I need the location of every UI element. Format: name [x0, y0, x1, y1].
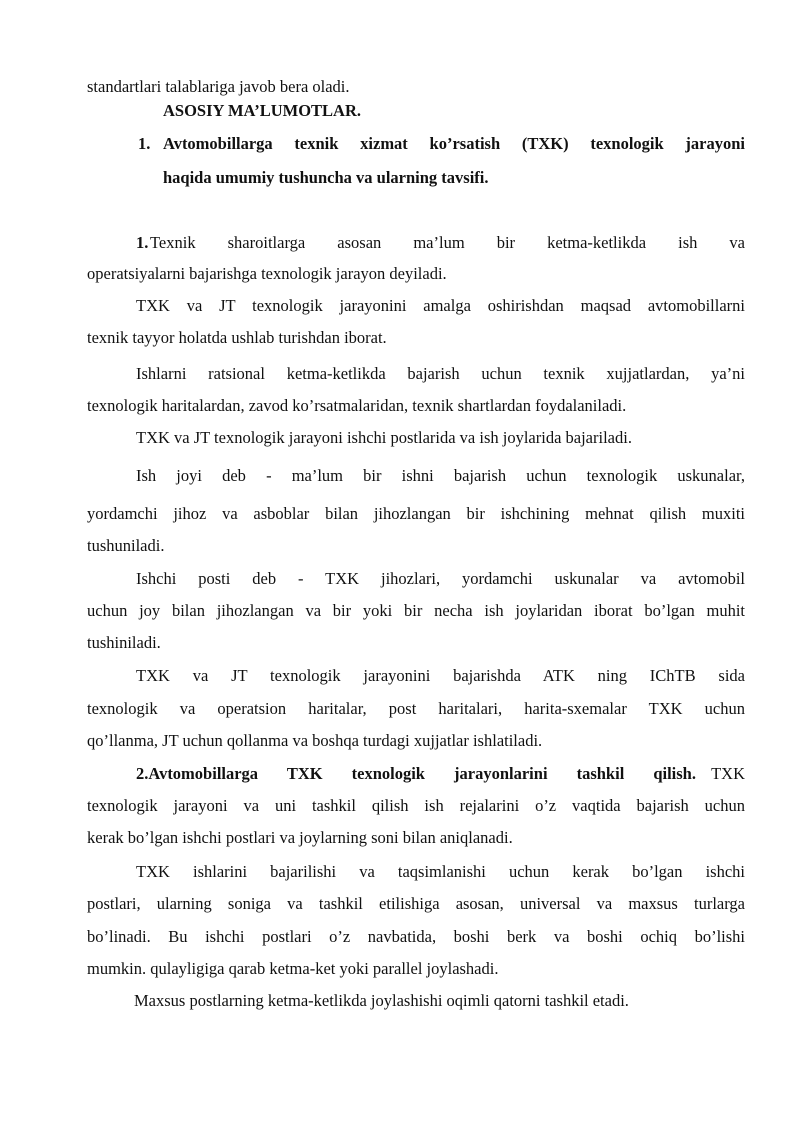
paragraph-8-bold-lead: 2.Avtomobillarga TXK texnologik jarayonlarini tashkil qilish.	[136, 764, 696, 783]
paragraph-1-line-1: Texnik sharoitlarga asosan ma’lum bir ketma-ketlikda ish va	[150, 233, 745, 252]
paragraph-7-line-3: qo’llanma, JT uchun qollanma va boshqa turdagi xujjatlar ishlatiladi.	[87, 731, 543, 750]
paragraph-6-line-3: tushiniladi.	[87, 633, 161, 652]
paragraph-9-line-1: TXK ishlarini bajarilishi va taqsimlanishi uchun kerak bo’lgan ishchi	[136, 862, 745, 881]
paragraph-8-line-1	[136, 764, 745, 784]
paragraph-3-line-2: texnologik haritalardan, zavod ko’rsatmalaridan, texnik shartlardan foydalaniladi.	[87, 396, 627, 415]
paragraph-9-line-4: mumkin. qulayligiga qarab ketma-ket yoki parallel joylashadi.	[87, 959, 499, 978]
paragraph-9-line-2: postlari, ularning soniga va tashkil etilishiga asosan, universal va maxsus turlarga	[87, 894, 745, 913]
paragraph-6-line-2: uchun joy bilan jihozlangan va bir yoki bir necha ish joylaridan iborat bo’lgan muhit	[87, 601, 745, 620]
paragraph-6-line-1: Ishchi posti deb - TXK jihozlari, yordamchi uskunalar va avtomobil	[136, 569, 745, 588]
paragraph-8-line-1-tail: TXK	[711, 764, 745, 783]
paragraph-5-line-2: yordamchi jihoz va asboblar bilan jihozlangan bir ishchining mehnat qilish muxiti	[87, 504, 745, 523]
paragraph-1-number-text: 1.	[136, 233, 149, 252]
paragraph-2-line-1: TXK va JT texnologik jarayonini amalga oshirishdan maqsad avtomobillarni	[136, 296, 745, 315]
paragraph-1-line-2: operatsiyalarni bajarishga texnologik jarayon deyiladi.	[87, 264, 447, 283]
paragraph-10-line-1: Maxsus postlarning ketma-ketlikda joylashishi oqimli qatorni tashkil etadi.	[134, 991, 629, 1010]
paragraph-7-line-1: TXK va JT texnologik jarayonini bajarishda ATK ning IChTB sida	[136, 666, 745, 685]
paragraph-1-number	[136, 233, 148, 253]
paragraph-2-line-2: texnik tayyor holatda ushlab turishdan iborat.	[87, 328, 387, 347]
paragraph-5-line-3: tushuniladi.	[87, 536, 165, 555]
continuation-line: standartlari talablariga javob bera oladi.	[87, 77, 350, 96]
heading-line-1: Avtomobillarga texnik xizmat ko’rsatish (TXK) texnologik jarayoni	[163, 134, 745, 153]
paragraph-8-line-3: kerak bo’lgan ishchi postlari va joylarning soni bilan aniqlanadi.	[87, 828, 513, 847]
paragraph-9-line-3: bo’linadi. Bu ishchi postlari o’z navbatida, boshi berk va boshi ochiq bo’lishi	[87, 927, 745, 946]
paragraph-5-line-1: Ish joyi deb - ma’lum bir ishni bajarish uchun texnologik uskunalar,	[136, 466, 745, 485]
heading-line-2: haqida umumiy tushuncha va ularning tavsifi.	[163, 168, 489, 187]
paragraph-8-line-2: texnologik jarayoni va uni tashkil qilish ish rejalarini o’z vaqtida bajarish uchun	[87, 796, 745, 815]
paragraph-4-line-1: TXK va JT texnologik jarayoni ishchi postlarida va ish joylarida bajariladi.	[136, 428, 632, 447]
heading-number: 1.	[138, 134, 151, 153]
paragraph-7-line-2: texnologik va operatsion haritalar, post haritalari, harita-sxemalar TXK uchun	[87, 699, 745, 718]
section-title: ASOSIY MA’LUMOTLAR.	[163, 101, 362, 120]
paragraph-3-line-1: Ishlarni ratsional ketma-ketlikda bajarish uchun texnik xujjatlardan, ya’ni	[136, 364, 745, 383]
